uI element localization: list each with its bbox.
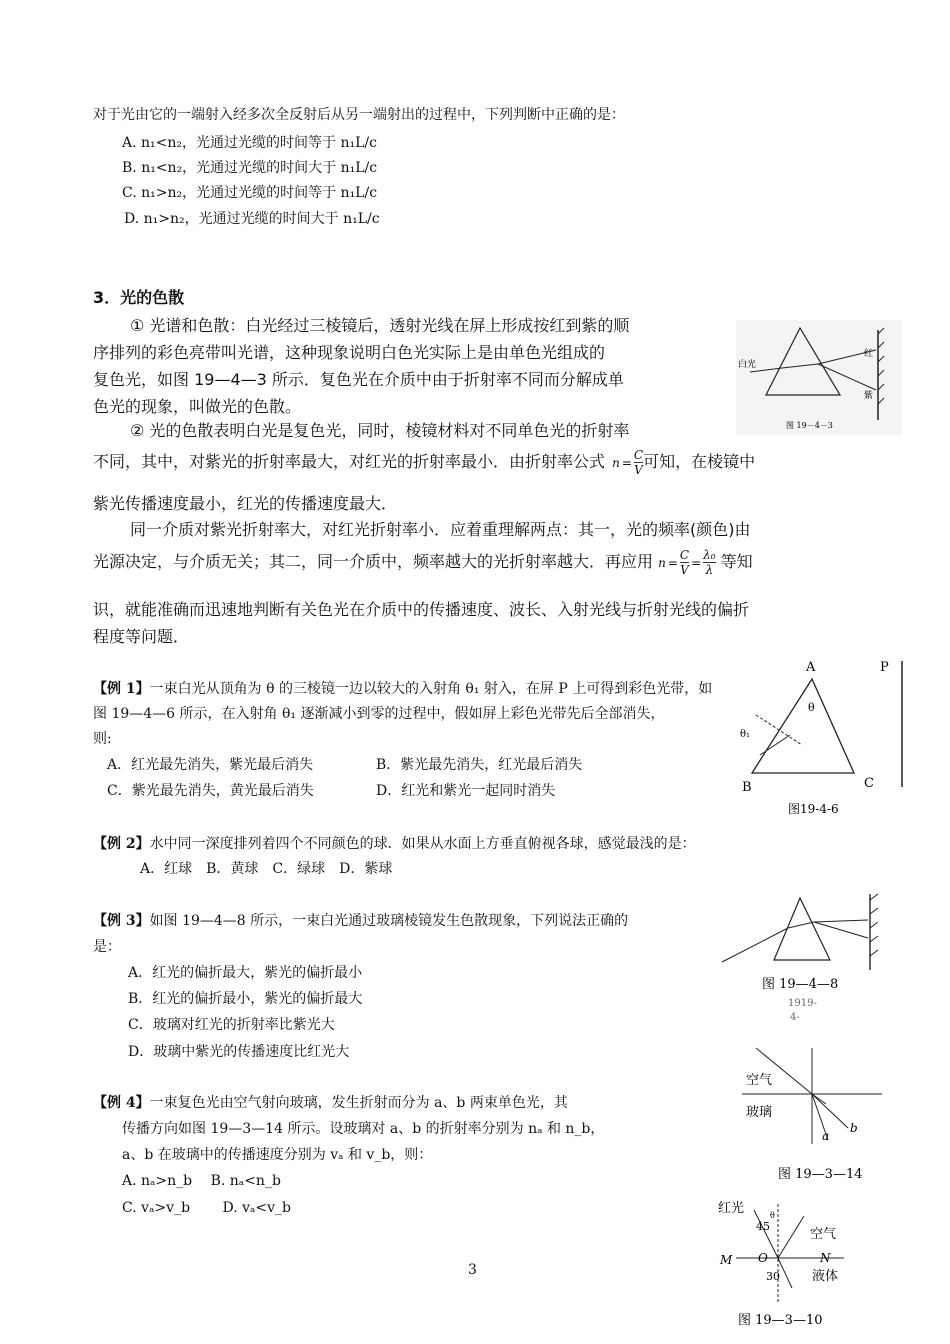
ex3-opt-b: B．红光的偏折最小，紫光的偏折最大 bbox=[128, 991, 363, 1007]
ex1-line2: 图 19—4—6 所示，在入射角 θ₁ 逐渐减小到零的过程中，假如屏上彩色光带先后全部消失， bbox=[93, 706, 665, 722]
label-air: 空气 bbox=[810, 1227, 837, 1242]
section-heading: 3．光的色散 bbox=[93, 288, 185, 307]
ex3-opt-d: D．玻璃中紫光的传播速度比红光大 bbox=[128, 1044, 350, 1060]
prism-dispersion-diagram bbox=[736, 320, 902, 435]
label-a: a bbox=[822, 1129, 830, 1143]
ex4-line1: 【例 4】一束复色光由空气射向玻璃，发生折射而分为 a、b 两束单色光，其 bbox=[93, 1095, 568, 1111]
refraction-ab-diagram bbox=[732, 1044, 892, 1186]
p3-line2: 光源决定，与介质无关；其二，同一介质中，频率越大的光折射率越大．再应用 n = $\frac{C}{V}$ = $\frac{\text{λ₀}}{\lambda}$ 等知 bbox=[93, 548, 753, 577]
figure-19-3-14 bbox=[732, 1044, 892, 1186]
p1-line3: 复色光，如图 19—4—3 所示．复色光在介质中由于折射率不同而分解成单 bbox=[93, 370, 624, 389]
ex1-opt-d: D．红光和紫光一起同时消失 bbox=[376, 783, 556, 799]
label-white-light: 白光 bbox=[738, 360, 757, 370]
p3-line3: 识，就能准确而迅速地判断有关色光在介质中的传播速度、波长、入射光线与折射光线的偏折 bbox=[93, 600, 750, 619]
figure-19-4-3 bbox=[736, 320, 902, 435]
ex3-opt-a: A．红光的偏折最大，紫光的偏折最小 bbox=[128, 965, 363, 981]
p1-line2: 序排列的彩色亮带叫光谱，这种现象说明白色光实际上是由单色光组成的 bbox=[93, 343, 606, 362]
caption-19-4-8: 图 19—4—8 bbox=[762, 977, 839, 992]
label-30: 30 bbox=[766, 1270, 780, 1283]
label-o: O bbox=[758, 1251, 768, 1265]
figure-19-4-6 bbox=[732, 655, 912, 823]
caption-19-3-14: 图 19—3—14 bbox=[778, 1167, 863, 1182]
ex3-opt-c: C．玻璃对红光的折射率比紫光大 bbox=[128, 1017, 335, 1033]
vertex-c: C bbox=[864, 776, 874, 791]
ex2-opts: A．红球 B．黄球 C．绿球 D．紫球 bbox=[140, 861, 393, 877]
label-air: 空气 bbox=[746, 1073, 773, 1088]
caption-19-4-6: 图19-4-6 bbox=[788, 802, 839, 816]
caption-19-3-10: 图 19—3—10 bbox=[738, 1313, 823, 1328]
ex4-opt-row1: A. nₐ>n_b B. nₐ<n_b bbox=[122, 1173, 281, 1189]
ex1-line3: 则: bbox=[93, 731, 112, 747]
ex1-opt-c: C．紫光最先消失，黄光最后消失 bbox=[107, 783, 314, 799]
ex1-opt-a: A．红光最先消失，紫光最后消失 bbox=[107, 757, 314, 773]
vertex-b: B bbox=[742, 780, 752, 795]
p1-line1: ① 光谱和色散：白光经过三棱镜后，透射光线在屏上形成按红到紫的顺 bbox=[130, 316, 630, 335]
stray-text-1: 1919- bbox=[788, 998, 817, 1009]
angle-theta1: θ₁ bbox=[740, 729, 751, 740]
ex1-opt-b: B．紫光最先消失，红光最后消失 bbox=[376, 757, 583, 773]
option-b: B. n₁<n₂，光通过光缆的时间大于 n₁L/c bbox=[122, 160, 378, 176]
label-glass: 玻璃 bbox=[746, 1105, 773, 1120]
refraction-liquid-diagram bbox=[714, 1196, 864, 1338]
p3-line1: 同一介质对紫光折射率大，对红光折射率小．应着重理解两点：其一，光的频率(颜色)由 bbox=[130, 520, 751, 539]
caption-19-4-3: 图 19－4－3 bbox=[786, 421, 833, 430]
option-d: D. n₁>n₂，光通过光缆的时间大于 n₁L/c bbox=[124, 211, 380, 227]
page-number: 3 bbox=[468, 1262, 477, 1278]
p2-line2: 不同，其中，对紫光的折射率最大，对红光的折射率最小．由折射率公式 n = $\frac{C}{V}$ 可知，在棱镜中 bbox=[93, 448, 756, 477]
label-red-light: 红光 bbox=[718, 1201, 745, 1216]
option-a: A. n₁<n₂，光通过光缆的时间等于 n₁L/c bbox=[122, 135, 377, 151]
question-intro: 对于光由它的一端射入经多次全反射后从另一端射出的过程中，下列判断中正确的是： bbox=[93, 107, 625, 123]
ex4-line3: a、b 在玻璃中的传播速度分别为 vₐ 和 v_b，则： bbox=[122, 1147, 433, 1163]
label-m: M bbox=[720, 1253, 733, 1267]
p2-line3: 紫光传播速度最小，红光的传播速度最大． bbox=[93, 494, 398, 513]
prism-screen-diagram bbox=[732, 655, 912, 823]
stray-text-2: 4- bbox=[790, 1012, 800, 1023]
angle-theta: θ bbox=[808, 701, 815, 714]
p3-line4: 程度等问题． bbox=[93, 627, 190, 646]
prism-white-light-diagram bbox=[720, 890, 882, 1030]
label-theta: θ bbox=[770, 1211, 775, 1220]
ex4-opt-row2: C. vₐ>v_b D. vₐ<v_b bbox=[122, 1200, 292, 1216]
label-purple: 紫 bbox=[864, 391, 874, 401]
ex3-line2: 是： bbox=[93, 939, 121, 955]
formula-n-cv: n bbox=[612, 455, 620, 470]
label-b: b bbox=[850, 1121, 858, 1135]
p2-line1: ② 光的色散表明白光是复色光，同时，棱镜材料对不同单色光的折射率 bbox=[130, 421, 630, 440]
ex2-line: 【例 2】水中同一深度排列着四个不同颜色的球．如果从水面上方垂直俯视各球，感觉最浅的是： bbox=[93, 836, 696, 852]
figure-19-3-10 bbox=[714, 1196, 864, 1338]
vertex-a: A bbox=[806, 660, 816, 675]
label-n: N bbox=[820, 1251, 831, 1265]
screen-p: P bbox=[880, 660, 889, 675]
ex3-line1: 【例 3】如图 19—4—8 所示，一束白光通过玻璃棱镜发生色散现象，下列说法正确的 bbox=[93, 913, 629, 929]
label-45: 45 bbox=[756, 1220, 770, 1233]
label-liquid: 液体 bbox=[812, 1269, 839, 1284]
ex1-line1: 【例 1】一束白光从顶角为 θ 的三棱镜一边以较大的入射角 θ₁ 射入，在屏 P 上可得到彩色光带，如 bbox=[93, 681, 713, 697]
label-red: 红 bbox=[864, 349, 874, 359]
figure-19-4-8 bbox=[720, 890, 882, 1030]
option-c: C. n₁>n₂，光通过光缆的时间等于 n₁L/c bbox=[122, 185, 378, 201]
ex4-line2: 传播方向如图 19—3—14 所示。设玻璃对 a、b 的折射率分别为 nₐ 和 n_b， bbox=[122, 1121, 605, 1137]
p1-line4: 色光的现象，叫做光的色散。 bbox=[93, 397, 302, 416]
